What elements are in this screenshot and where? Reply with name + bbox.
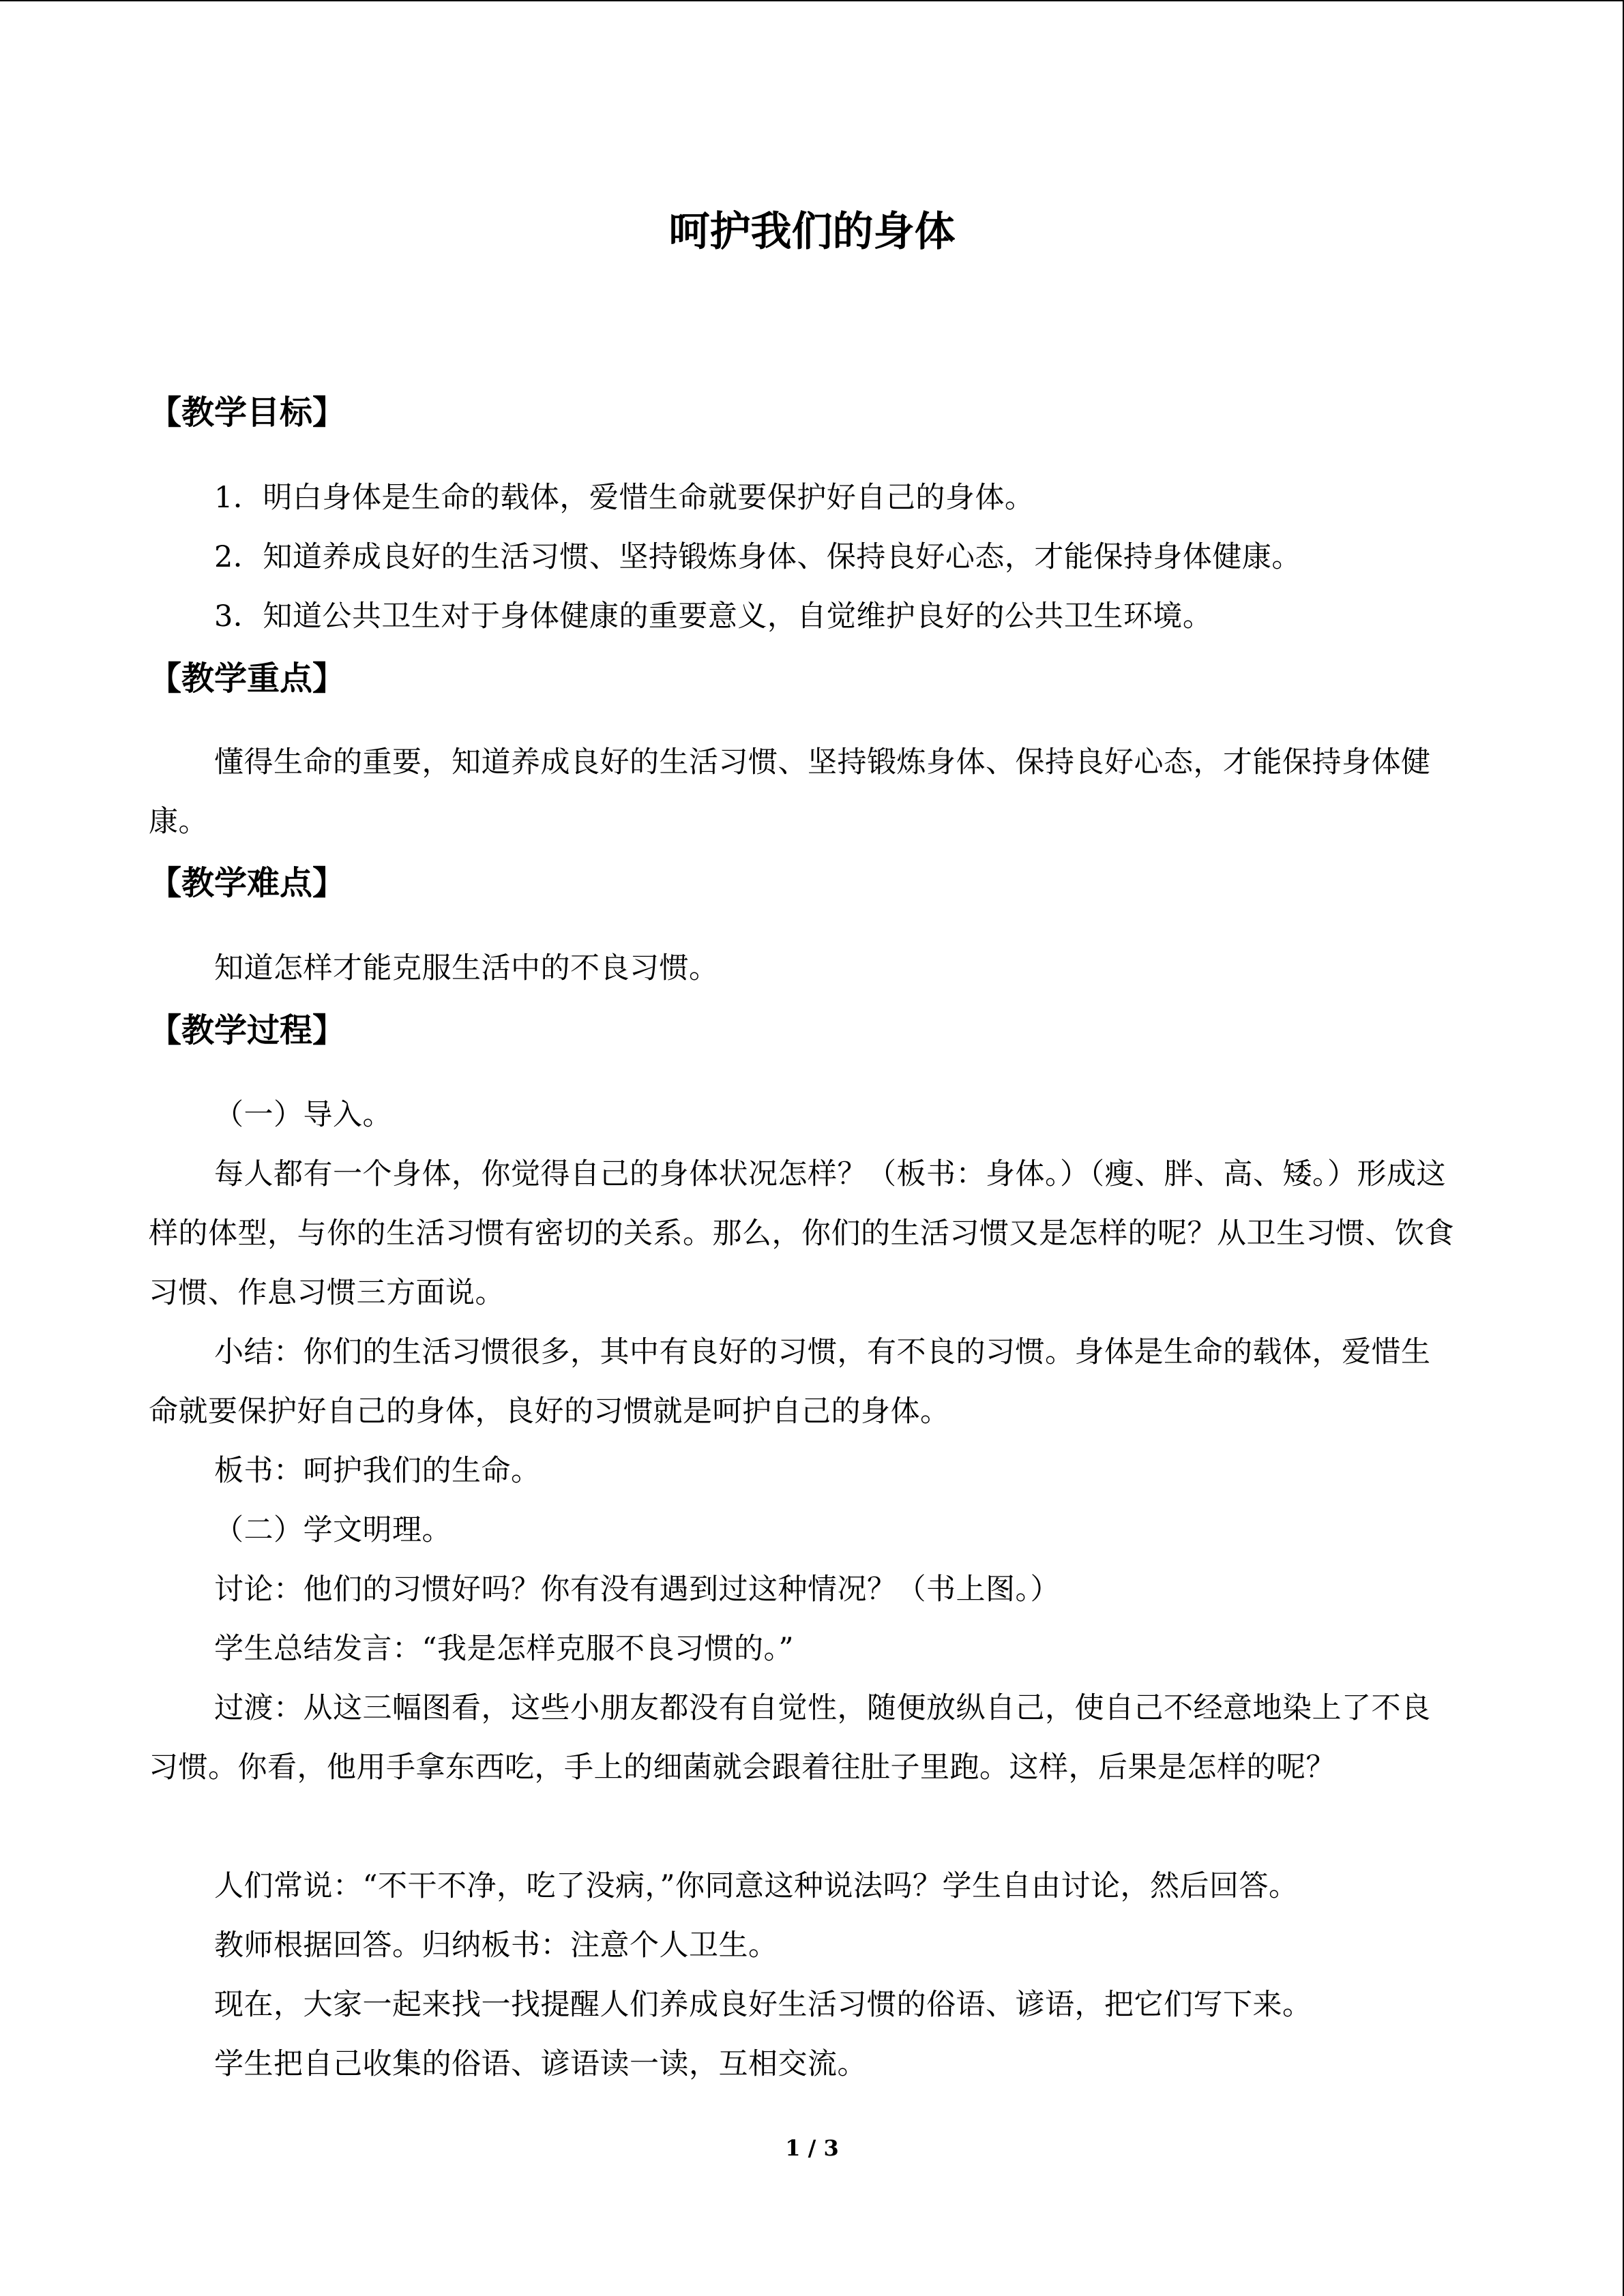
- objective-item-1: 1．明白身体是生命的载体，爱惜生命就要保护好自己的身体。: [214, 481, 1035, 515]
- page-border-top: [0, 0, 1624, 1]
- process-paragraph-1: （一）导入。: [214, 1098, 392, 1132]
- objective-item-3: 3．知道公共卫生对于身体健康的重要意义，自觉维护良好的公共卫生环境。: [214, 599, 1213, 633]
- process-paragraph-9: 人们常说：“不干不净，吃了没病，”你同意这种说法吗？学生自由讨论，然后回答。: [214, 1869, 1299, 1903]
- process-paragraph-2: 每人都有一个身体，你觉得自己的身体状况怎样？（板书：身体。）（瘦、胖、高、矮。）形成这样的体型，与你的生活习惯有密切的关系。那么，你们的生活习惯又是怎样的呢？从卫生习惯、饮食习惯、作息习惯三方面说。: [149, 1157, 1454, 1310]
- process-paragraph-11: 现在，大家一起来找一找提醒人们养成良好生活习惯的俗语、谚语，把它们写下来。: [214, 1988, 1312, 2022]
- heading-objectives: 【教学目标】: [149, 393, 346, 432]
- page-indicator: 1 / 3: [785, 2135, 839, 2161]
- document-title: 呵护我们的身体: [668, 208, 956, 256]
- process-paragraph-12: 学生把自己收集的俗语、谚语读一读，互相交流。: [214, 2047, 867, 2081]
- process-paragraph-3: 小结：你们的生活习惯很多，其中有良好的习惯，有不良的习惯。身体是生命的载体，爱惜生命就要保护好自己的身体，良好的习惯就是呵护自己的身体。: [149, 1335, 1431, 1429]
- heading-difficulties: 【教学难点】: [149, 864, 346, 902]
- process-paragraph-6: 讨论：他们的习惯好吗？你有没有遇到过这种情况？（书上图。）: [214, 1572, 1060, 1607]
- difficulties-text: 知道怎样才能克服生活中的不良习惯。: [214, 951, 719, 985]
- process-paragraph-4: 板书：呵护我们的生命。: [214, 1454, 541, 1488]
- objective-item-2: 2．知道养成良好的生活习惯、坚持锻炼身体、保持良好心态，才能保持身体健康。: [214, 540, 1301, 574]
- heading-process: 【教学过程】: [149, 1011, 346, 1049]
- process-paragraph-7: 学生总结发言：“我是怎样克服不良习惯的。”: [214, 1632, 794, 1666]
- process-paragraph-10: 教师根据回答。归纳板书：注意个人卫生。: [214, 1928, 778, 1963]
- key-points-text: 懂得生命的重要，知道养成良好的生活习惯、坚持锻炼身体、保持良好心态，才能保持身体健康。: [149, 745, 1431, 839]
- process-paragraph-5: （二）学文明理。: [214, 1513, 452, 1547]
- heading-key-points: 【教学重点】: [149, 659, 346, 698]
- process-paragraph-8: 过渡：从这三幅图看，这些小朋友都没有自觉性，随便放纵自己，使自己不经意地染上了不良习惯。你看，他用手拿东西吃，手上的细菌就会跟着往肚子里跑。这样，后果是怎样的呢？: [149, 1691, 1431, 1785]
